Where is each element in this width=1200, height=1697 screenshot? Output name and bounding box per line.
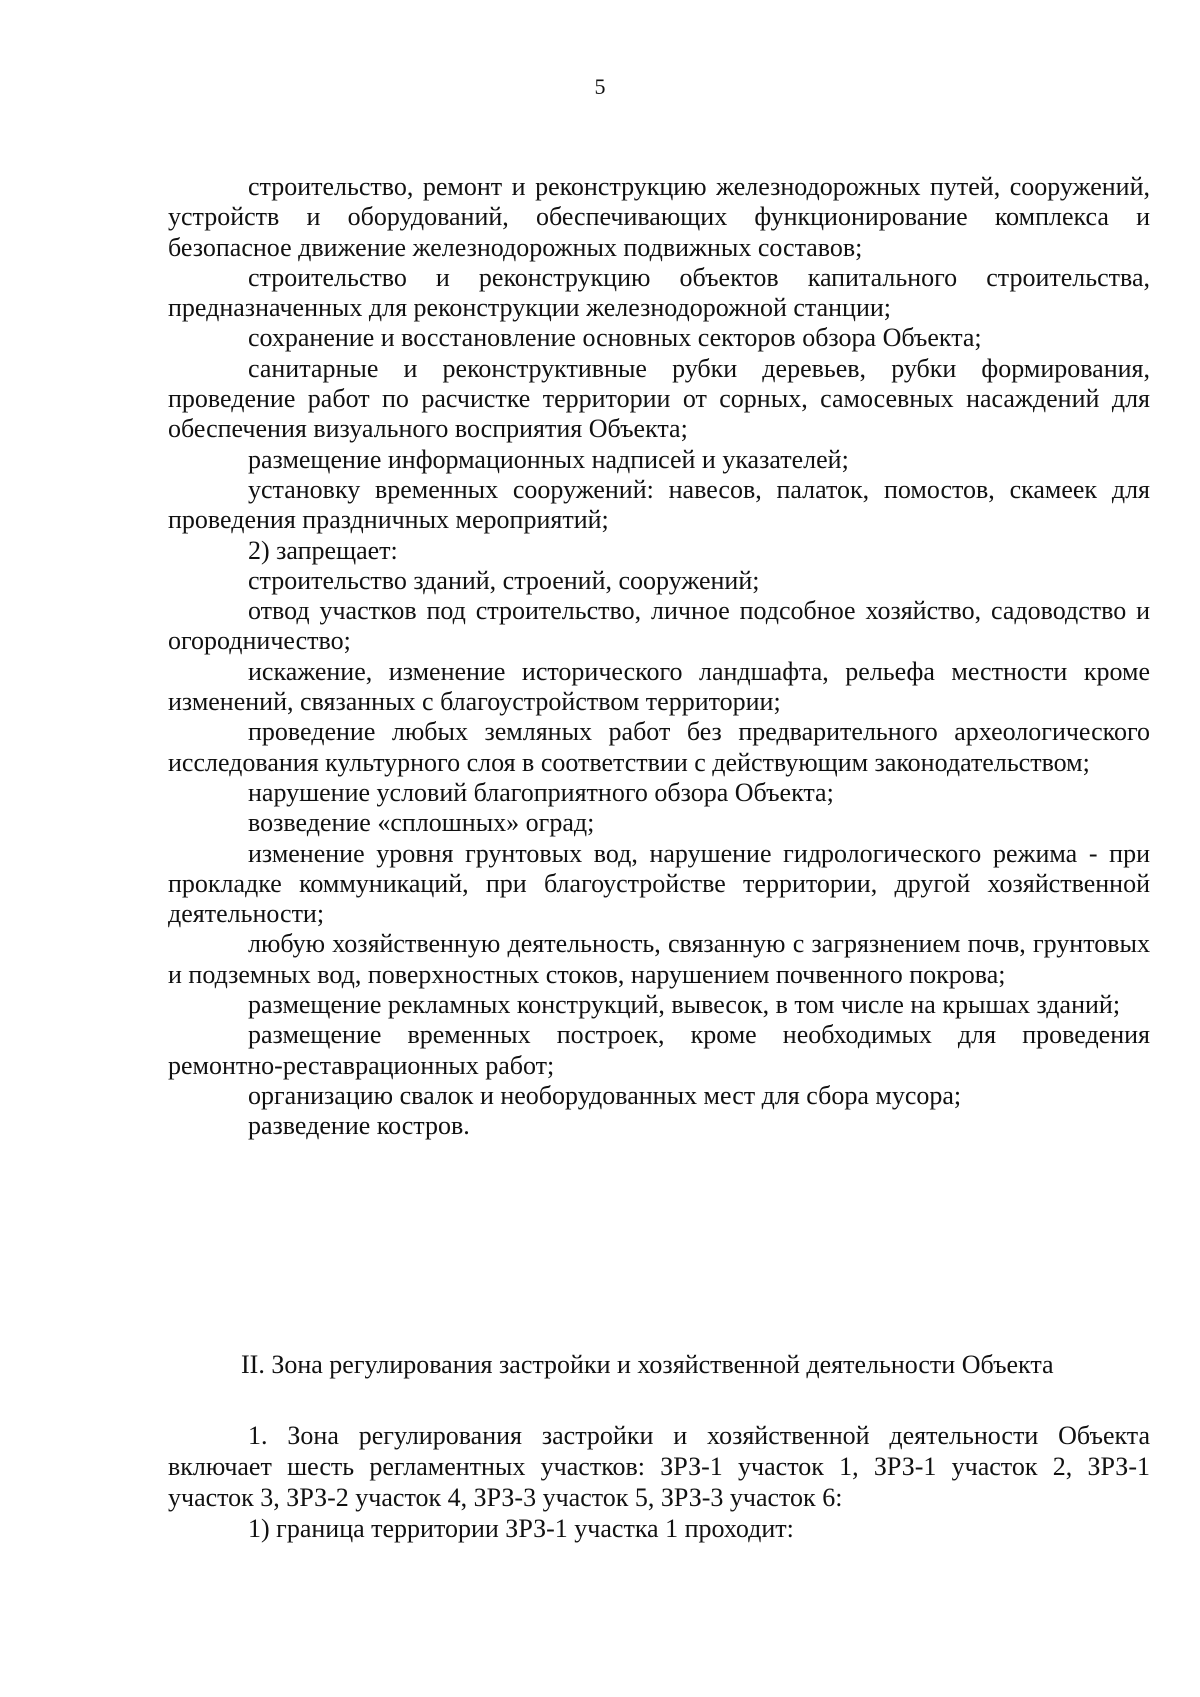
paragraph: разведение костров. [248, 1111, 470, 1141]
paragraph: проведение любых земляных работ без предварительного археологического исследования культурного слоя в соответствии с действующим законодательством; [168, 717, 1150, 777]
paragraph: строительство, ремонт и реконструкцию железнодорожных путей, сооружений, устройств и оборудований, обеспечивающих функционирование комплекса и безопасное движение железнодорожных подвижных составов; [168, 172, 1150, 262]
paragraph: установку временных сооружений: навесов, палаток, помостов, скамеек для проведения праздничных мероприятий; [168, 474, 1150, 535]
body-text [168, 172, 1150, 1142]
paragraph: 1) граница территории ЗРЗ-1 участка 1 проходит: [248, 1514, 794, 1543]
paragraph: отвод участков под строительство, личное подсобное хозяйство, садоводство и огородничество; [168, 596, 1150, 656]
paragraph: организацию свалок и необорудованных мест для сбора мусора; [248, 1080, 962, 1110]
page-number: 5 [594, 74, 606, 99]
paragraph: любую хозяйственную деятельность, связанную с загрязнением почв, грунтовых и подземных вод, поверхностных стоков, нарушением почвенного покрова; [168, 929, 1150, 989]
paragraph: нарушение условий благоприятного обзора Объекта; [248, 777, 834, 807]
section-heading: II. Зона регулирования застройки и хозяйственной деятельности Объекта [241, 1350, 1054, 1379]
paragraph: размещение рекламных конструкций, вывесок, в том числе на крышах зданий; [248, 990, 1121, 1020]
paragraph: строительство и реконструкцию объектов капитального строительства, предназначенных для реконструкции железнодорожной станции; [168, 262, 1150, 323]
paragraph: размещение информационных надписей и указателей; [248, 444, 849, 474]
paragraph: сохранение и восстановление основных секторов обзора Объекта; [248, 323, 982, 353]
paragraph: искажение, изменение исторического ландшафта, рельефа местности кроме изменений, связанных с благоустройством территории; [168, 656, 1150, 717]
paragraph: изменение уровня грунтовых вод, нарушение гидрологического режима - при прокладке коммуникаций, при благоустройстве территории, другой хозяйственной деятельности; [168, 838, 1150, 929]
paragraph: строительство зданий, строений, сооружений; [248, 565, 760, 595]
paragraph: санитарные и реконструктивные рубки деревьев, рубки формирования, проведение работ по расчистке территории от сорных, самосевных насаждений для обеспечения визуального восприятия Объекта; [168, 353, 1150, 444]
section-body-text [168, 1420, 1150, 1544]
paragraph: 2) запрещает: [248, 535, 398, 565]
paragraph: возведение «сплошных» оград; [248, 808, 595, 838]
paragraph: 1. Зона регулирования застройки и хозяйственной деятельности Объекта включает шесть регламентных участков: ЗРЗ-1 участок 1, ЗРЗ-1 участок 2, ЗРЗ-1 участок 3, ЗРЗ-2 участок 4, ЗРЗ-3 участок 5, ЗРЗ-3 участок 6: [168, 1421, 1150, 1512]
paragraph: размещение временных построек, кроме необходимых для проведения ремонтно-реставрационных работ; [168, 1020, 1150, 1080]
